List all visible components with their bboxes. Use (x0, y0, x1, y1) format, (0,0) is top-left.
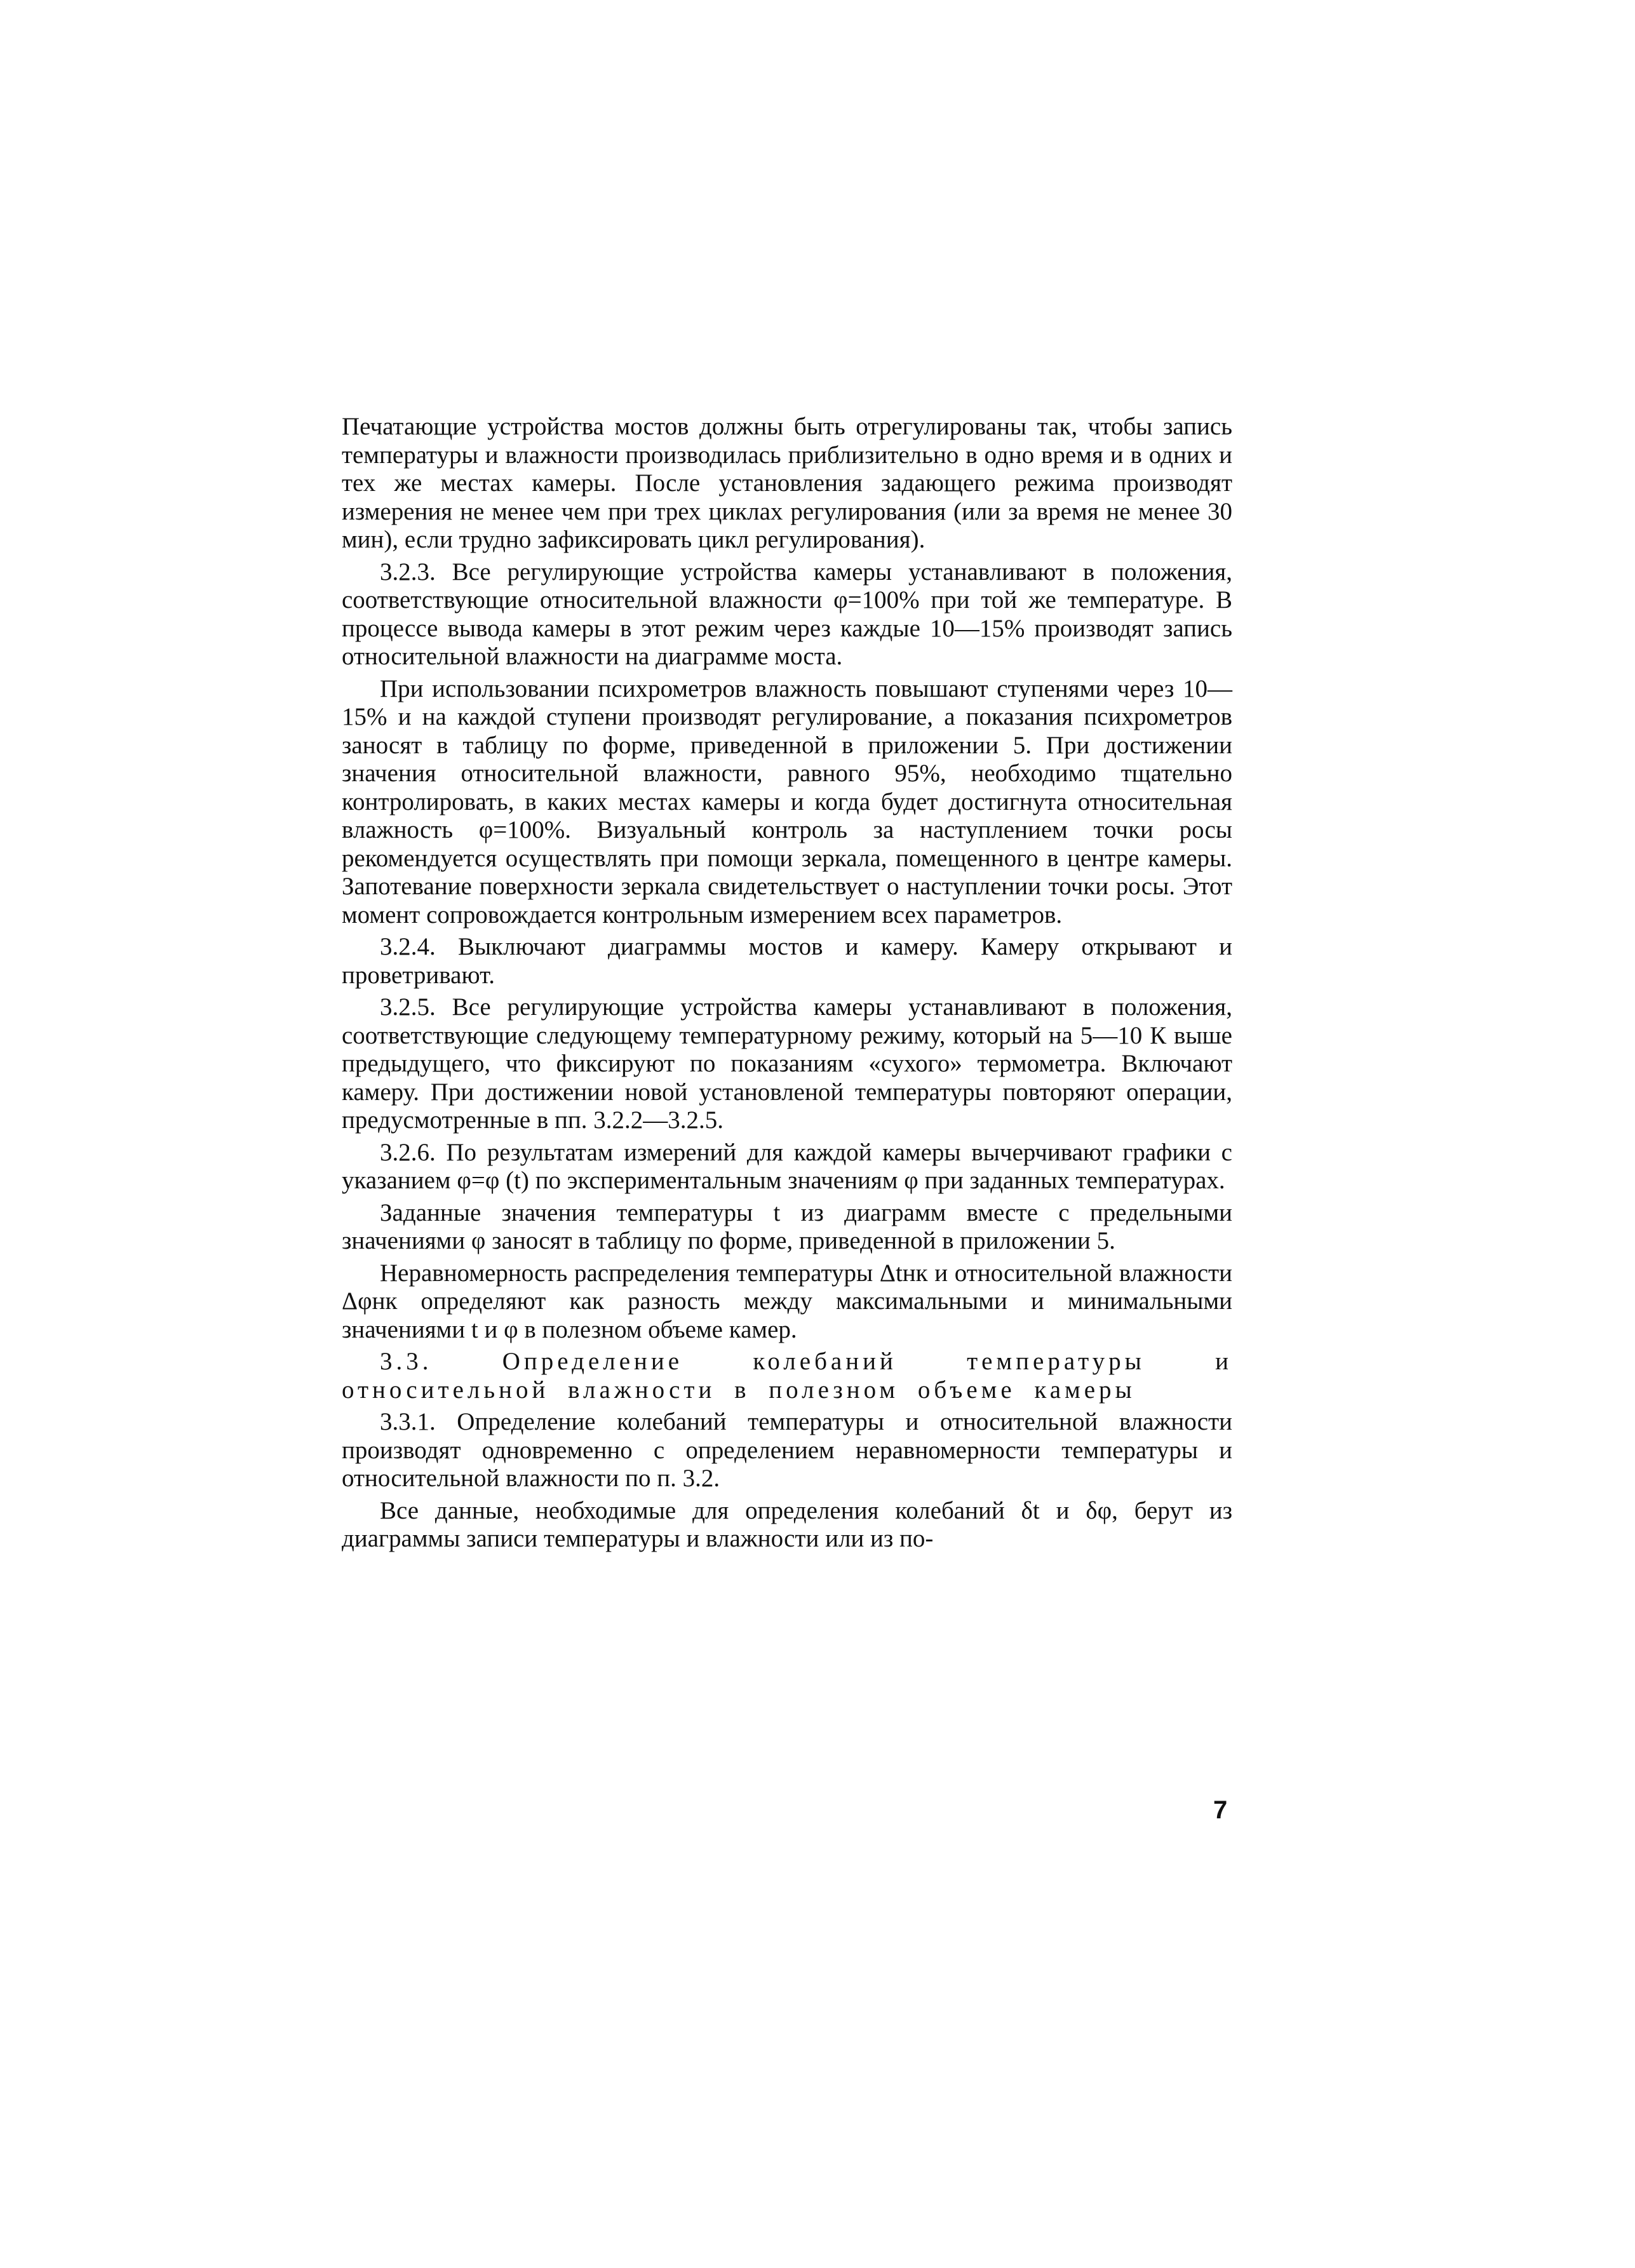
paragraph-3-2-6: 3.2.6. По результатам измерений для каждой камеры вычерчивают графики с указанием φ=φ (t) по экспериментальным значениям φ при заданных температурах. (342, 1138, 1232, 1194)
section-heading-3-3: 3.3. Определение колебаний температуры и относительной влажности в полезном объеме камеры (342, 1348, 1232, 1404)
paragraph-3-2-3: 3.2.3. Все регулирующие устройства камеры устанавливают в положения, соответствующие относительной влажности φ=100% при той же температуре. В процессе вывода камеры в этот режим через каждые 10—15% производят запись относительной влажности на диаграмме моста. (342, 558, 1232, 670)
paragraph-3-3-1: 3.3.1. Определение колебаний температуры и относительной влажности производят одновременно с определением неравномерности температуры и относительной влажности по п. 3.2. (342, 1408, 1232, 1492)
paragraph-all-data: Все данные, необходимые для определения колебаний δt и δφ, берут из диаграммы записи температуры и влажности или из по- (342, 1496, 1232, 1552)
paragraph-printing-devices: Печатающие устройства мостов должны быть отрегулированы так, чтобы запись температуры и влажности производилась приблизительно в одно время и в одних и тех же местах камеры. После установления задающего режима производят измерения не менее чем при трех циклах регулирования (или за время не менее 30 мин), если трудно зафиксировать цикл регулирования). (342, 413, 1232, 553)
paragraph-set-values: Заданные значения температуры t из диаграмм вместе с предельными значениями φ заносят в таблицу по форме, приведенной в приложении 5. (342, 1198, 1232, 1254)
page-number: 7 (1213, 1796, 1228, 1824)
paragraph-3-2-5: 3.2.5. Все регулирующие устройства камеры устанавливают в положения, соответствующие следующему температурному режиму, который на 5—10 К выше предыдущего, что фиксируют по показаниям «сухого» термометра. Включают камеру. При достижении новой установленой температуры повторяют операции, предусмотренные в пп. 3.2.2—3.2.5. (342, 993, 1232, 1134)
body-text (342, 413, 1232, 1557)
paragraph-3-2-4: 3.2.4. Выключают диаграммы мостов и камеру. Камеру открывают и проветривают. (342, 933, 1232, 989)
paragraph-nonuniformity: Неравномерность распределения температуры Δtнк и относительной влажности Δφнк определяют как разность между максимальными и минимальными значениями t и φ в полезном объеме камер. (342, 1259, 1232, 1343)
paragraph-psychrometers: При использовании психрометров влажность повышают ступенями через 10—15% и на каждой ступени производят регулирование, а показания психрометров заносят в таблицу по форме, приведенной в приложении 5. При достижении значения относительной влажности, равного 95%, необходимо тщательно контролировать, в каких местах камеры и когда будет достигнута относительная влажность φ=100%. Визуальный контроль за наступлением точки росы рекомендуется осуществлять при помощи зеркала, помещенного в центре камеры. Запотевание поверхности зеркала свидетельствует о наступлении точки росы. Этот момент сопровождается контрольным измерением всех параметров. (342, 674, 1232, 929)
